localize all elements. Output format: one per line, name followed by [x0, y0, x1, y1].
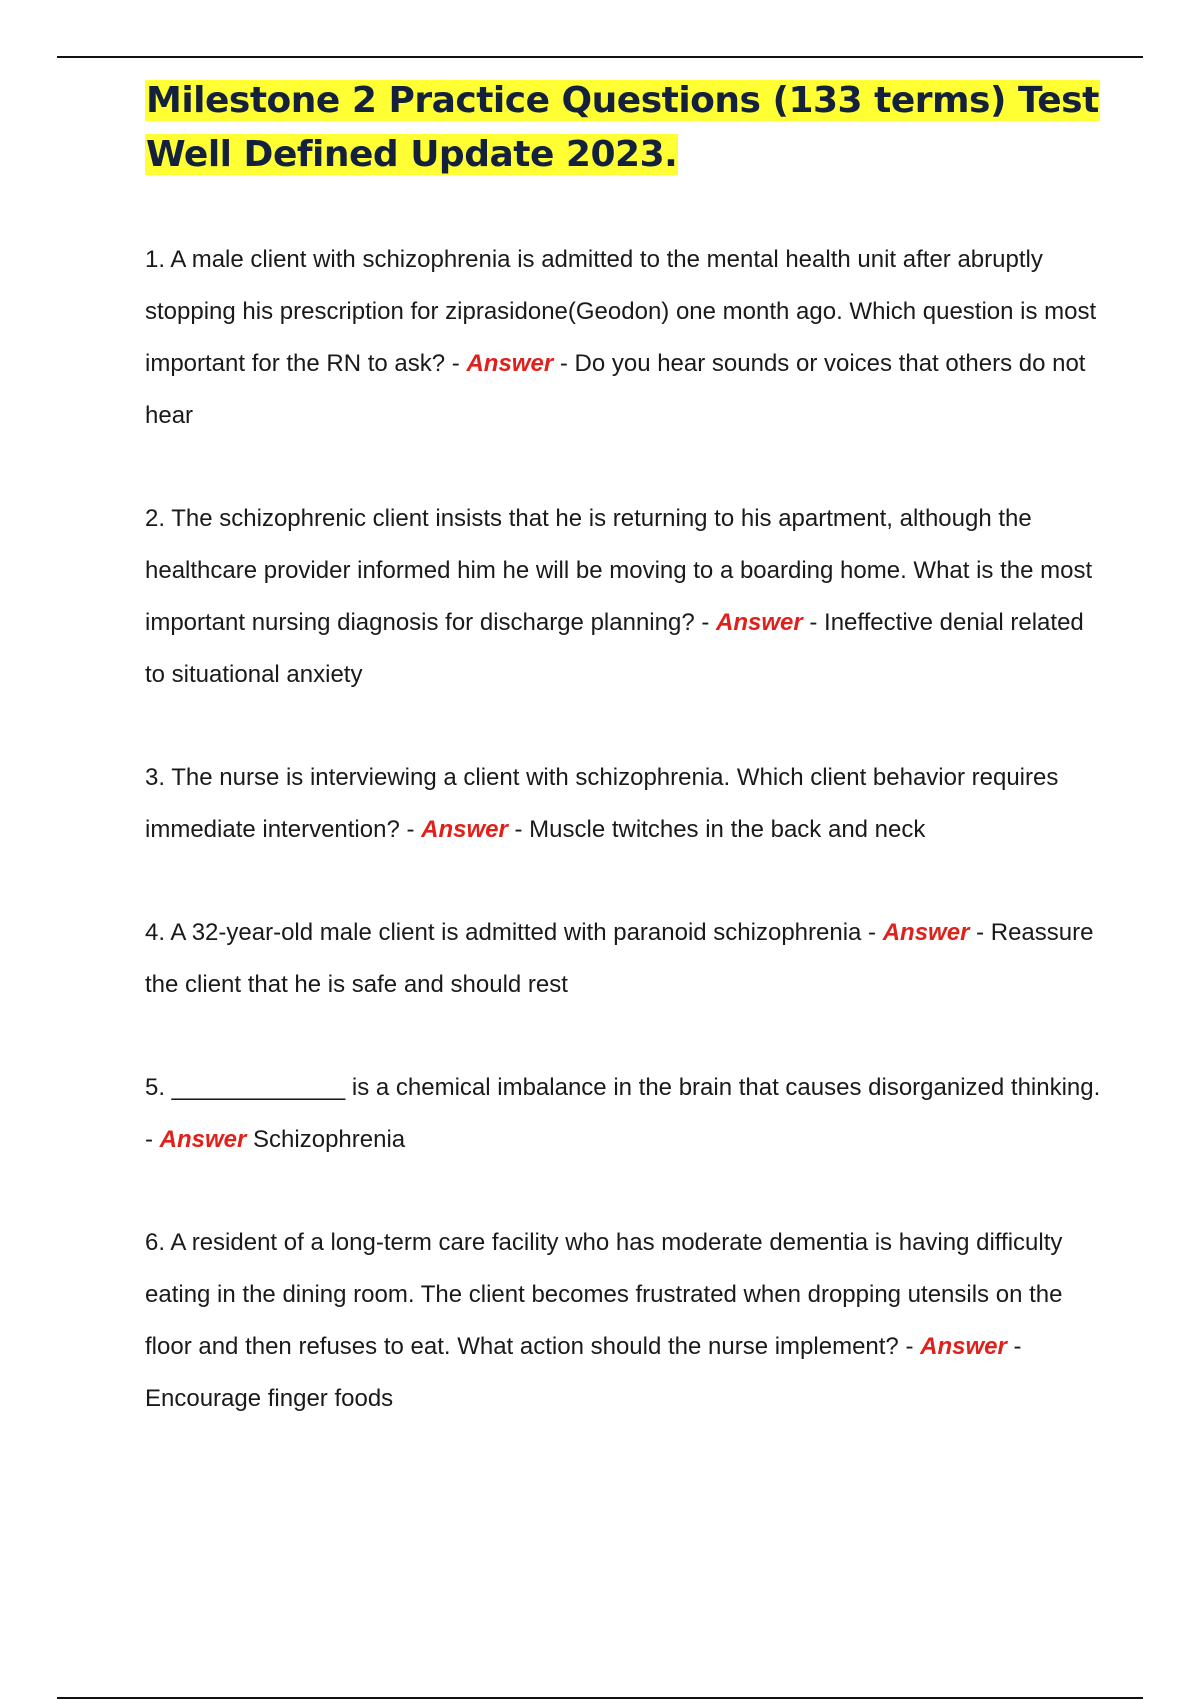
question-text: 2. The schizophrenic client insists that he is returning to his apartment, although the healthcare provider informed him he will be moving to a boarding home. What is the most important nursing diagnosis for discharge planning? — [145, 505, 1093, 636]
answer-label: Answer — [159, 1126, 247, 1153]
answer-text: Reassure the client that he is safe and should rest — [145, 919, 1094, 998]
separator: - — [802, 609, 825, 636]
question-item — [145, 493, 1105, 701]
question-text: 5. _____________ is a chemical imbalance in the brain that causes disorganized thinking. — [145, 1074, 1101, 1101]
question-item — [145, 1217, 1105, 1425]
answer-text: Ineffective denial related to situational anxiety — [145, 609, 1084, 688]
title-highlight: Milestone 2 Practice Questions (133 terms) Test Well Defined Update 2023. — [146, 80, 1099, 175]
answer-text: Encourage finger foods — [145, 1385, 394, 1412]
question-text: 1. A male client with schizophrenia is admitted to the mental health unit after abruptly stopping his prescription for ziprasidone(Geodon) one month ago. Which question is most important for the RN to ask? — [145, 246, 1097, 377]
separator: - — [1006, 1333, 1022, 1360]
answer-label: Answer — [716, 609, 803, 636]
document-body — [145, 74, 1105, 1425]
answer-label: Answer — [882, 919, 970, 946]
answer-text: Do you hear sounds or voices that others do not hear — [145, 350, 1086, 429]
question-item — [145, 907, 1105, 1011]
answer-label: Answer — [466, 350, 554, 377]
separator: - — [445, 350, 467, 377]
answer-text: Schizophrenia — [253, 1126, 406, 1153]
separator: - — [969, 919, 991, 946]
separator: - — [399, 816, 422, 843]
separator: - — [898, 1333, 921, 1360]
separator: - — [145, 1126, 160, 1153]
answer-label: Answer — [920, 1333, 1007, 1360]
answer-label: Answer — [421, 816, 508, 843]
bottom-rule — [57, 1697, 1143, 1699]
answer-text: Muscle twitches in the back and neck — [529, 816, 926, 843]
separator: - — [553, 350, 575, 377]
question-text: 6. A resident of a long-term care facility who has moderate dementia is having difficulty eating in the dining room. The client becomes frustrated when dropping utensils on the floor and then refuses to eat. What action should the nurse implement? — [145, 1229, 1063, 1360]
top-rule — [57, 56, 1143, 58]
document-title — [145, 74, 1105, 182]
question-text: 3. The nurse is interviewing a client with schizophrenia. Which client behavior requires immediate intervention? — [145, 764, 1059, 843]
question-item — [145, 752, 1105, 856]
separator: - — [507, 816, 530, 843]
question-item — [145, 234, 1105, 442]
separator: - — [861, 919, 883, 946]
question-text: 4. A 32-year-old male client is admitted with paranoid schizophrenia — [145, 919, 862, 946]
separator: - — [694, 609, 716, 636]
question-item — [145, 1062, 1105, 1166]
